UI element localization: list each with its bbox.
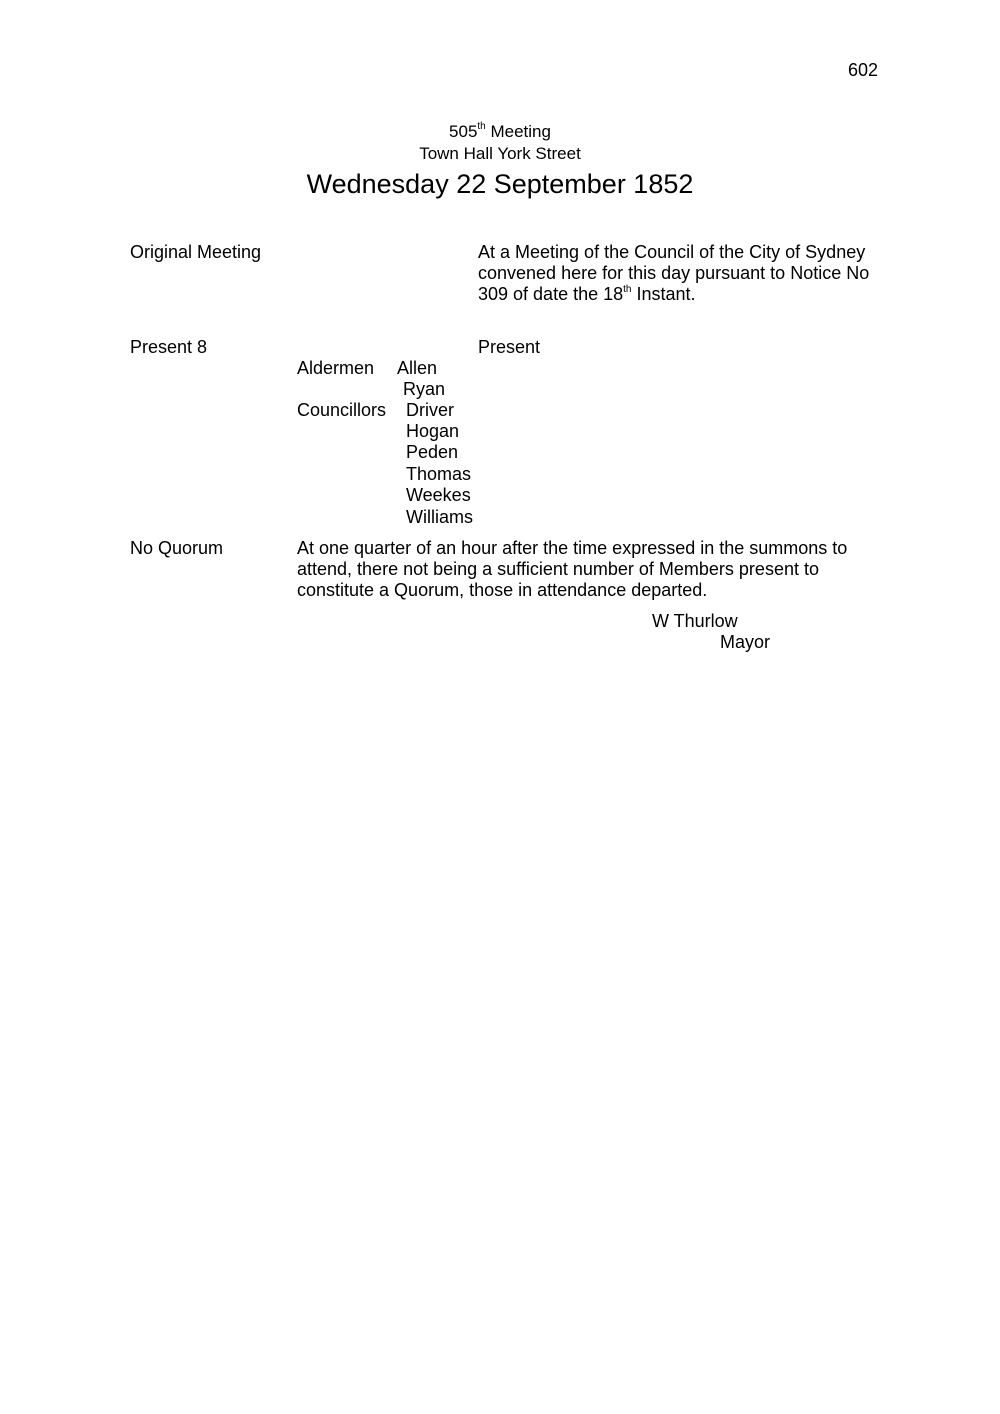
councillor-name: Thomas [406,464,472,484]
ordinal-suffix: th [623,284,632,295]
intro-line [478,284,869,305]
meeting-word: Meeting [485,122,551,141]
meeting-number [0,121,1000,143]
councillor-name: Hogan [406,421,460,441]
quorum-line: attend, there not being a sufficient number of Members present to [297,559,819,579]
margin-note-no-quorum: No Quorum [130,538,224,558]
meeting-number-value: 505 [449,122,478,141]
meeting-location: Town Hall York Street [419,144,581,163]
alderman-name: Allen [397,358,438,378]
councillor-name: Peden [406,442,459,462]
intro-line: convened here for this day pursuant to Notice No [478,263,870,283]
meeting-number-suffix: th [477,121,486,133]
intro-line-text: 309 of date the 18 [478,284,624,304]
intro-line: At a Meeting of the Council of the City of Sydney [478,242,866,262]
signature-name: W Thurlow [652,611,738,631]
margin-note-present: Present 8 [130,337,208,357]
signature-title: Mayor [720,632,771,652]
councillor-name: Williams [406,507,473,527]
intro-paragraph [478,242,869,305]
councillor-name: Weekes [406,485,471,505]
no-quorum-paragraph [297,538,847,601]
meeting-date: Wednesday 22 September 1852 [306,169,694,199]
councillor-name: Driver [406,400,454,420]
meeting-heading [0,121,1000,201]
present-label: Present [478,337,541,357]
intro-line-end: Instant. [631,284,696,304]
quorum-line: At one quarter of an hour after the time expressed in the summons to [297,538,848,558]
quorum-line: constitute a Quorum, those in attendance departed. [297,580,708,600]
margin-note-original-meeting: Original Meeting [130,242,262,262]
aldermen-label: Aldermen [297,358,375,378]
councillors-label: Councillors [297,400,387,420]
page-number: 602 [847,60,878,80]
alderman-name: Ryan [403,379,446,399]
